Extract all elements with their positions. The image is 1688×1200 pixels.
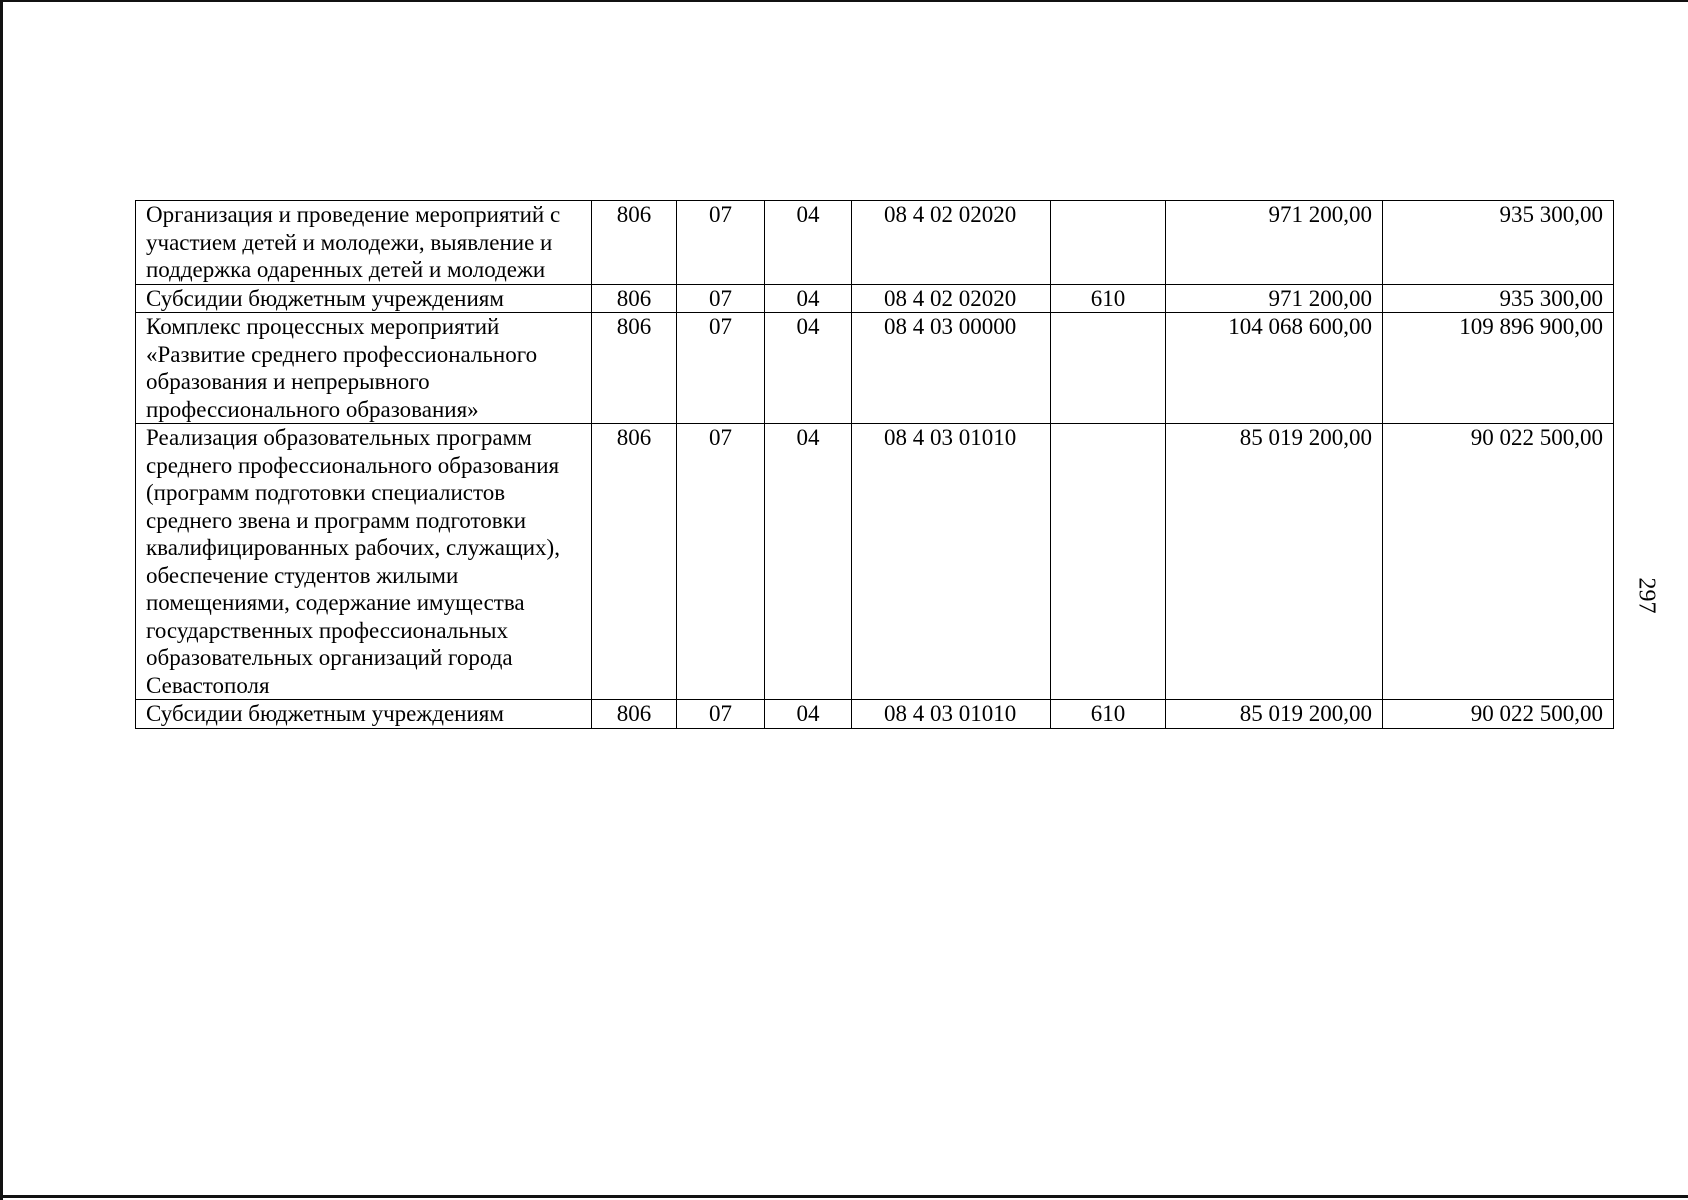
row-name: Реализация образовательных программ среднего профессионального образования (программ подготовки специалистов среднего звена и программ подготовки квалифицированных рабочих, служащих), обеспечение студентов жилыми помещениями, содержание имущества государственных профессиональных образовательных организаций города Севастополя xyxy=(136,424,592,700)
expense-type-code xyxy=(1051,424,1166,700)
ministry-code: 806 xyxy=(592,201,677,285)
amount-year1: 85 019 200,00 xyxy=(1166,700,1383,729)
section-code: 07 xyxy=(677,700,765,729)
row-name: Субсидии бюджетным учреждениям xyxy=(136,284,592,313)
expense-type-code xyxy=(1051,201,1166,285)
page-number: 297 xyxy=(1633,577,1660,614)
subsection-code: 04 xyxy=(765,313,852,424)
subsection-code: 04 xyxy=(765,700,852,729)
ministry-code: 806 xyxy=(592,313,677,424)
row-name: Субсидии бюджетным учреждениям xyxy=(136,700,592,729)
expense-type-code: 610 xyxy=(1051,700,1166,729)
amount-year1: 104 068 600,00 xyxy=(1166,313,1383,424)
table-row xyxy=(136,284,1614,313)
table-row xyxy=(136,201,1614,285)
target-article-code: 08 4 03 01010 xyxy=(852,424,1051,700)
amount-year2: 109 896 900,00 xyxy=(1383,313,1614,424)
amount-year1: 971 200,00 xyxy=(1166,284,1383,313)
amount-year1: 85 019 200,00 xyxy=(1166,424,1383,700)
section-code: 07 xyxy=(677,284,765,313)
section-code: 07 xyxy=(677,424,765,700)
table-row xyxy=(136,313,1614,424)
table-row xyxy=(136,700,1614,729)
section-code: 07 xyxy=(677,313,765,424)
amount-year2: 90 022 500,00 xyxy=(1383,700,1614,729)
amount-year2: 935 300,00 xyxy=(1383,201,1614,285)
table-row xyxy=(136,424,1614,700)
budget-table xyxy=(135,200,1614,729)
ministry-code: 806 xyxy=(592,284,677,313)
ministry-code: 806 xyxy=(592,424,677,700)
amount-year2: 935 300,00 xyxy=(1383,284,1614,313)
expense-type-code: 610 xyxy=(1051,284,1166,313)
target-article-code: 08 4 02 02020 xyxy=(852,201,1051,285)
amount-year2: 90 022 500,00 xyxy=(1383,424,1614,700)
subsection-code: 04 xyxy=(765,201,852,285)
row-name: Организация и проведение мероприятий с участием детей и молодежи, выявление и поддержка одаренных детей и молодежи xyxy=(136,201,592,285)
section-code: 07 xyxy=(677,201,765,285)
subsection-code: 04 xyxy=(765,284,852,313)
amount-year1: 971 200,00 xyxy=(1166,201,1383,285)
target-article-code: 08 4 03 00000 xyxy=(852,313,1051,424)
expense-type-code xyxy=(1051,313,1166,424)
target-article-code: 08 4 02 02020 xyxy=(852,284,1051,313)
ministry-code: 806 xyxy=(592,700,677,729)
row-name: Комплекс процессных мероприятий «Развитие среднего профессионального образования и непрерывного профессионального образования» xyxy=(136,313,592,424)
scan-border-top xyxy=(0,0,1688,2)
subsection-code: 04 xyxy=(765,424,852,700)
scan-border-bottom xyxy=(0,1195,1688,1198)
scan-border-left xyxy=(0,0,3,1200)
target-article-code: 08 4 03 01010 xyxy=(852,700,1051,729)
